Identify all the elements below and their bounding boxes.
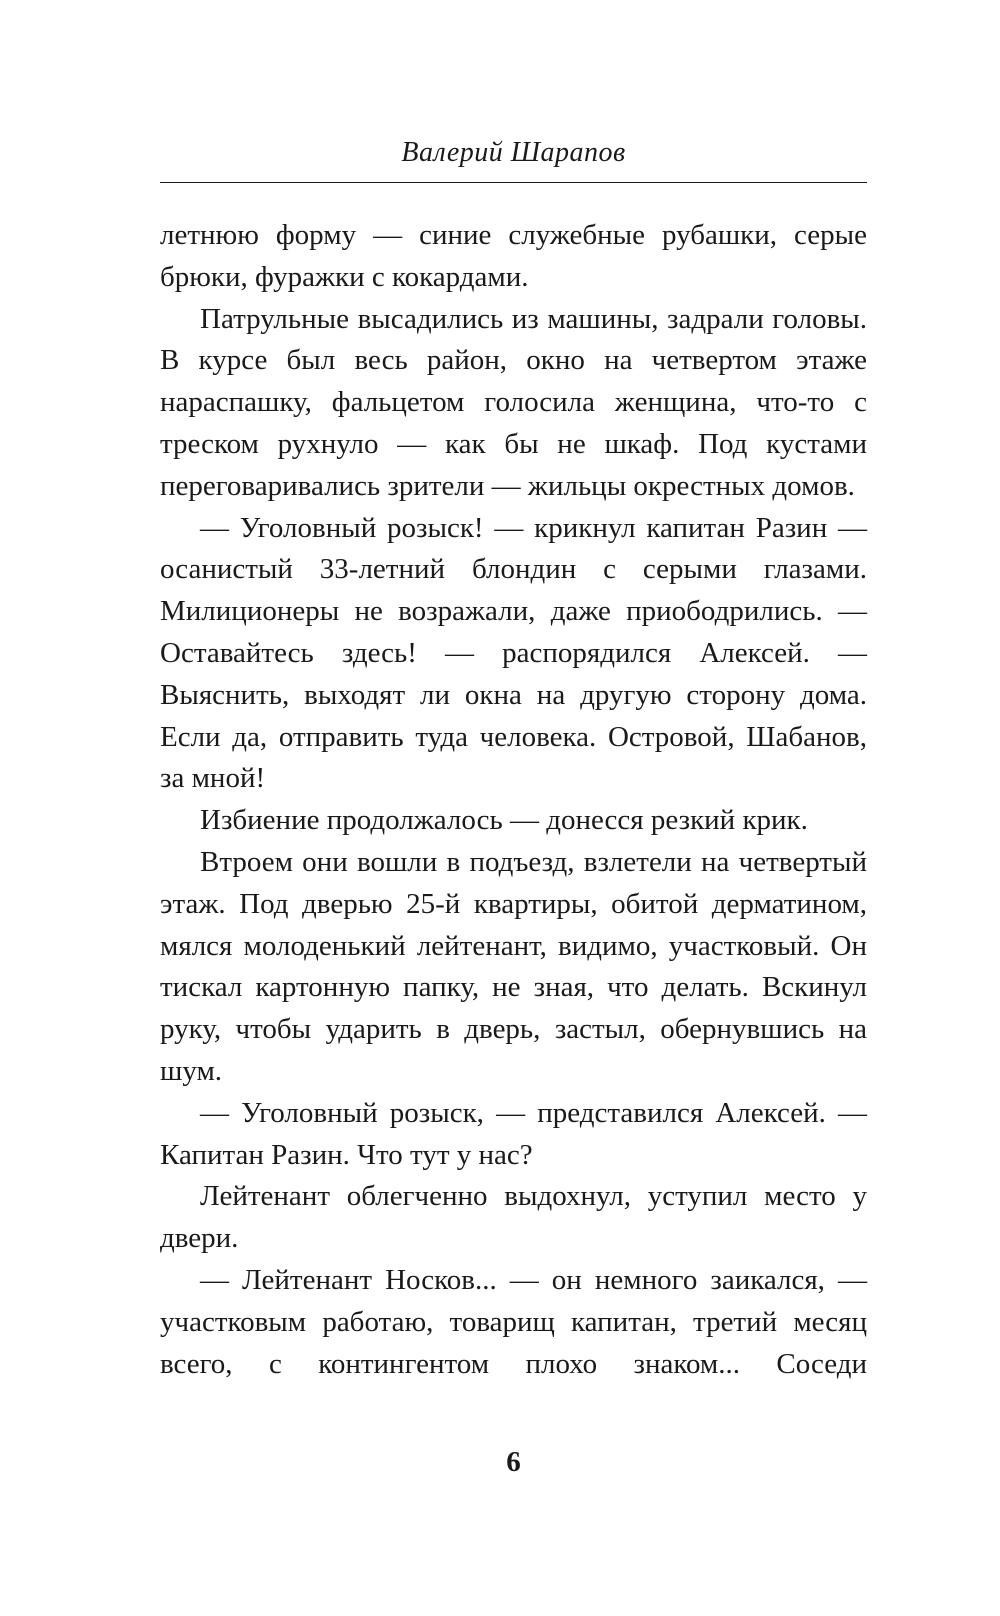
- paragraph-4: Избиение продолжалось — донесся резкий крик.: [200, 804, 808, 837]
- paragraph-3: — Уголовный розыск! — крикнул капитан Разин — осанистый 33-летний блондин с серыми глазами. Милиционеры не возражали, даже приободрились. — Оставайтесь здесь! — распорядился Алексей. — Выяснить, выходят ли окна на другую сторону дома. Если да, отправить туда человека. Островой, Шабанов, за мной!: [160, 511, 867, 795]
- page-number: 6: [506, 1446, 521, 1478]
- header-rule: [160, 182, 867, 183]
- paragraph-1: летнюю форму — синие служебные рубашки, серые брюки, фуражки с кокардами.: [160, 219, 867, 293]
- paragraph-5: Втроем они вошли в подъезд, взлетели на четвертый этаж. Под дверью 25-й квартиры, обитой дерматином, мялся молоденький лейтенант, видимо, участковый. Он тискал картонную папку, не зная, что делать. Вскинул руку, чтобы ударить в дверь, застыл, обернувшись на шум.: [160, 845, 867, 1087]
- paragraph-7: Лейтенант облегченно выдохнул, уступил место у двери.: [160, 1180, 867, 1255]
- paragraph-2: Патрульные высадились из машины, задрали головы. В курсе был весь район, окно на четвертом этаже нараспашку, фальцетом голосила женщина, что-то с треском рухнуло — как бы не шкаф. Под кустами переговаривались зрители — жильцы окрестных домов.: [160, 302, 867, 502]
- body-text: [160, 215, 867, 1385]
- running-head-author: Валерий Шарапов: [401, 137, 626, 168]
- paragraph-8: — Лейтенант Носков... — он немного заикался, — участковым работаю, товарищ капитан, третий месяц всего, с контингентом плохо знаком... Соседи: [160, 1263, 867, 1380]
- paragraph-6: — Уголовный розыск, — представился Алексей. — Капитан Разин. Что тут у нас?: [160, 1096, 867, 1171]
